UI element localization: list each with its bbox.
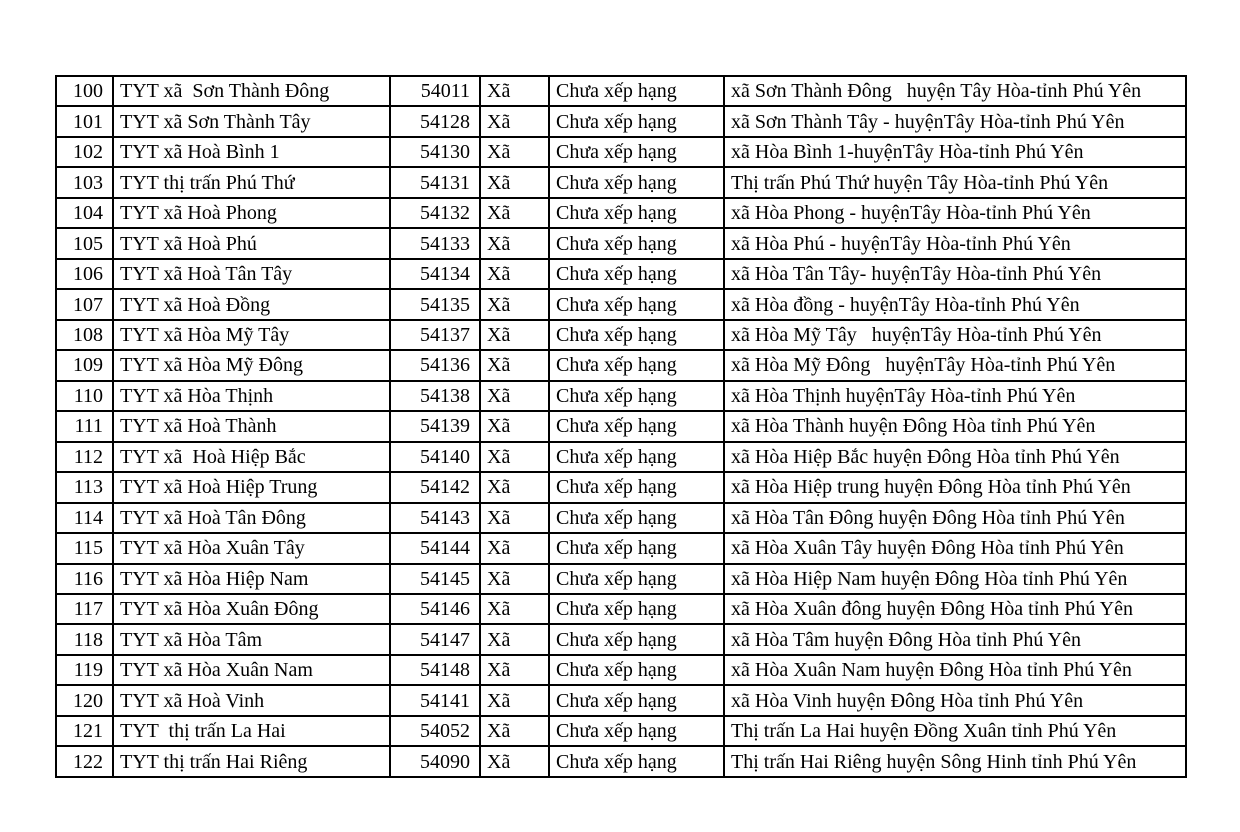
cell-rank: Chưa xếp hạng xyxy=(549,228,724,258)
cell-type: Xã xyxy=(480,624,549,654)
cell-name: TYT xã Hoà Vinh xyxy=(113,685,390,715)
cell-address: xã Hòa Tâm huyện Đông Hòa tỉnh Phú Yên xyxy=(724,624,1186,654)
table-row xyxy=(56,503,1186,533)
cell-rank: Chưa xếp hạng xyxy=(549,381,724,411)
cell-stt: 108 xyxy=(56,320,113,350)
cell-code: 54144 xyxy=(390,533,480,563)
cell-type: Xã xyxy=(480,228,549,258)
cell-code: 54146 xyxy=(390,594,480,624)
cell-stt: 122 xyxy=(56,746,113,777)
cell-stt: 118 xyxy=(56,624,113,654)
cell-rank: Chưa xếp hạng xyxy=(549,259,724,289)
cell-address: xã Hòa Xuân đông huyện Đông Hòa tỉnh Phú Yên xyxy=(724,594,1186,624)
cell-type: Xã xyxy=(480,76,549,106)
table-row xyxy=(56,655,1186,685)
cell-stt: 117 xyxy=(56,594,113,624)
cell-type: Xã xyxy=(480,746,549,777)
cell-address: xã Hòa Thịnh huyệnTây Hòa-tỉnh Phú Yên xyxy=(724,381,1186,411)
cell-name: TYT xã Hoà Thành xyxy=(113,411,390,441)
cell-rank: Chưa xếp hạng xyxy=(549,472,724,502)
cell-address: Thị trấn La Hai huyện Đồng Xuân tỉnh Phú Yên xyxy=(724,716,1186,746)
cell-code: 54148 xyxy=(390,655,480,685)
cell-code: 54131 xyxy=(390,167,480,197)
cell-name: TYT xã Hoà Hiệp Bắc xyxy=(113,442,390,472)
cell-name: TYT thị trấn Phú Thứ xyxy=(113,167,390,197)
table-row xyxy=(56,624,1186,654)
cell-code: 54136 xyxy=(390,350,480,380)
cell-code: 54138 xyxy=(390,381,480,411)
cell-name: TYT xã Hòa Tâm xyxy=(113,624,390,654)
cell-stt: 112 xyxy=(56,442,113,472)
cell-type: Xã xyxy=(480,381,549,411)
cell-type: Xã xyxy=(480,320,549,350)
cell-name: TYT xã Hòa Xuân Nam xyxy=(113,655,390,685)
cell-stt: 107 xyxy=(56,289,113,319)
cell-type: Xã xyxy=(480,442,549,472)
cell-address: xã Hòa Xuân Nam huyện Đông Hòa tỉnh Phú Yên xyxy=(724,655,1186,685)
cell-rank: Chưa xếp hạng xyxy=(549,289,724,319)
cell-type: Xã xyxy=(480,533,549,563)
cell-stt: 113 xyxy=(56,472,113,502)
cell-rank: Chưa xếp hạng xyxy=(549,442,724,472)
cell-rank: Chưa xếp hạng xyxy=(549,594,724,624)
cell-type: Xã xyxy=(480,594,549,624)
table-row xyxy=(56,167,1186,197)
cell-stt: 119 xyxy=(56,655,113,685)
cell-name: TYT xã Hoà Bình 1 xyxy=(113,137,390,167)
cell-address: xã Hòa Hiệp trung huyện Đông Hòa tỉnh Phú Yên xyxy=(724,472,1186,502)
cell-rank: Chưa xếp hạng xyxy=(549,320,724,350)
cell-address: xã Hòa đồng - huyệnTây Hòa-tỉnh Phú Yên xyxy=(724,289,1186,319)
cell-name: TYT xã Hòa Mỹ Tây xyxy=(113,320,390,350)
table-row xyxy=(56,320,1186,350)
table-row xyxy=(56,716,1186,746)
cell-address: Thị trấn Hai Riêng huyện Sông Hinh tỉnh Phú Yên xyxy=(724,746,1186,777)
cell-code: 54134 xyxy=(390,259,480,289)
cell-type: Xã xyxy=(480,137,549,167)
table-row xyxy=(56,442,1186,472)
table-row xyxy=(56,564,1186,594)
cell-code: 54132 xyxy=(390,198,480,228)
cell-stt: 110 xyxy=(56,381,113,411)
cell-address: xã Hòa Hiệp Nam huyện Đông Hòa tỉnh Phú Yên xyxy=(724,564,1186,594)
cell-name: TYT xã Hoà Tân Đông xyxy=(113,503,390,533)
cell-stt: 105 xyxy=(56,228,113,258)
table-row xyxy=(56,533,1186,563)
cell-stt: 111 xyxy=(56,411,113,441)
table-row xyxy=(56,259,1186,289)
cell-name: TYT xã Hòa Mỹ Đông xyxy=(113,350,390,380)
cell-stt: 104 xyxy=(56,198,113,228)
cell-code: 54130 xyxy=(390,137,480,167)
cell-type: Xã xyxy=(480,655,549,685)
cell-type: Xã xyxy=(480,259,549,289)
cell-code: 54128 xyxy=(390,106,480,136)
cell-type: Xã xyxy=(480,167,549,197)
cell-stt: 102 xyxy=(56,137,113,167)
cell-rank: Chưa xếp hạng xyxy=(549,655,724,685)
cell-address: xã Hòa Hiệp Bắc huyện Đông Hòa tỉnh Phú Yên xyxy=(724,442,1186,472)
table-row xyxy=(56,381,1186,411)
cell-address: xã Hòa Xuân Tây huyện Đông Hòa tỉnh Phú Yên xyxy=(724,533,1186,563)
cell-name: TYT xã Hoà Đồng xyxy=(113,289,390,319)
cell-code: 54135 xyxy=(390,289,480,319)
table-row xyxy=(56,198,1186,228)
cell-name: TYT xã Hoà Hiệp Trung xyxy=(113,472,390,502)
cell-address: xã Hòa Tân Tây- huyệnTây Hòa-tỉnh Phú Yên xyxy=(724,259,1186,289)
table-row xyxy=(56,411,1186,441)
table-row xyxy=(56,106,1186,136)
cell-stt: 101 xyxy=(56,106,113,136)
cell-name: TYT xã Hòa Thịnh xyxy=(113,381,390,411)
cell-address: xã Sơn Thành Tây - huyệnTây Hòa-tỉnh Phú Yên xyxy=(724,106,1186,136)
cell-type: Xã xyxy=(480,685,549,715)
cell-stt: 120 xyxy=(56,685,113,715)
cell-rank: Chưa xếp hạng xyxy=(549,624,724,654)
cell-name: TYT xã Sơn Thành Tây xyxy=(113,106,390,136)
table-row xyxy=(56,685,1186,715)
cell-code: 54133 xyxy=(390,228,480,258)
cell-type: Xã xyxy=(480,198,549,228)
table-row xyxy=(56,289,1186,319)
table-row xyxy=(56,228,1186,258)
cell-code: 54142 xyxy=(390,472,480,502)
cell-name: TYT xã Sơn Thành Đông xyxy=(113,76,390,106)
cell-address: xã Hòa Phong - huyệnTây Hòa-tỉnh Phú Yên xyxy=(724,198,1186,228)
cell-address: xã Sơn Thành Đông huyện Tây Hòa-tỉnh Phú Yên xyxy=(724,76,1186,106)
cell-rank: Chưa xếp hạng xyxy=(549,167,724,197)
cell-name: TYT xã Hòa Xuân Tây xyxy=(113,533,390,563)
cell-type: Xã xyxy=(480,411,549,441)
cell-code: 54052 xyxy=(390,716,480,746)
cell-rank: Chưa xếp hạng xyxy=(549,137,724,167)
cell-type: Xã xyxy=(480,716,549,746)
cell-name: TYT xã Hoà Phú xyxy=(113,228,390,258)
cell-rank: Chưa xếp hạng xyxy=(549,533,724,563)
cell-code: 54139 xyxy=(390,411,480,441)
cell-name: TYT thị trấn La Hai xyxy=(113,716,390,746)
cell-stt: 121 xyxy=(56,716,113,746)
table-row xyxy=(56,746,1186,777)
cell-code: 54141 xyxy=(390,685,480,715)
cell-stt: 100 xyxy=(56,76,113,106)
cell-address: Thị trấn Phú Thứ huyện Tây Hòa-tỉnh Phú Yên xyxy=(724,167,1186,197)
cell-name: TYT xã Hoà Phong xyxy=(113,198,390,228)
cell-rank: Chưa xếp hạng xyxy=(549,76,724,106)
cell-address: xã Hòa Mỹ Đông huyệnTây Hòa-tỉnh Phú Yên xyxy=(724,350,1186,380)
cell-code: 54137 xyxy=(390,320,480,350)
cell-name: TYT xã Hoà Tân Tây xyxy=(113,259,390,289)
cell-address: xã Hòa Thành huyện Đông Hòa tỉnh Phú Yên xyxy=(724,411,1186,441)
cell-rank: Chưa xếp hạng xyxy=(549,198,724,228)
cell-rank: Chưa xếp hạng xyxy=(549,746,724,777)
cell-address: xã Hòa Mỹ Tây huyệnTây Hòa-tỉnh Phú Yên xyxy=(724,320,1186,350)
cell-rank: Chưa xếp hạng xyxy=(549,564,724,594)
cell-rank: Chưa xếp hạng xyxy=(549,716,724,746)
cell-stt: 115 xyxy=(56,533,113,563)
cell-stt: 114 xyxy=(56,503,113,533)
table-row xyxy=(56,137,1186,167)
cell-address: xã Hòa Bình 1-huyệnTây Hòa-tỉnh Phú Yên xyxy=(724,137,1186,167)
cell-address: xã Hòa Phú - huyệnTây Hòa-tỉnh Phú Yên xyxy=(724,228,1186,258)
cell-address: xã Hòa Vinh huyện Đông Hòa tỉnh Phú Yên xyxy=(724,685,1186,715)
cell-type: Xã xyxy=(480,289,549,319)
cell-type: Xã xyxy=(480,472,549,502)
cell-name: TYT thị trấn Hai Riêng xyxy=(113,746,390,777)
cell-rank: Chưa xếp hạng xyxy=(549,350,724,380)
cell-code: 54011 xyxy=(390,76,480,106)
cell-code: 54140 xyxy=(390,442,480,472)
cell-type: Xã xyxy=(480,503,549,533)
cell-type: Xã xyxy=(480,350,549,380)
cell-stt: 103 xyxy=(56,167,113,197)
cell-code: 54090 xyxy=(390,746,480,777)
table-row xyxy=(56,76,1186,106)
cell-rank: Chưa xếp hạng xyxy=(549,106,724,136)
table-row xyxy=(56,472,1186,502)
cell-code: 54143 xyxy=(390,503,480,533)
cell-code: 54147 xyxy=(390,624,480,654)
cell-stt: 109 xyxy=(56,350,113,380)
cell-address: xã Hòa Tân Đông huyện Đông Hòa tỉnh Phú Yên xyxy=(724,503,1186,533)
health-stations-table xyxy=(55,75,1187,778)
cell-name: TYT xã Hòa Xuân Đông xyxy=(113,594,390,624)
cell-code: 54145 xyxy=(390,564,480,594)
table-body xyxy=(56,76,1186,777)
table-row xyxy=(56,350,1186,380)
cell-rank: Chưa xếp hạng xyxy=(549,685,724,715)
cell-name: TYT xã Hòa Hiệp Nam xyxy=(113,564,390,594)
cell-stt: 116 xyxy=(56,564,113,594)
cell-type: Xã xyxy=(480,564,549,594)
cell-rank: Chưa xếp hạng xyxy=(549,411,724,441)
cell-type: Xã xyxy=(480,106,549,136)
cell-rank: Chưa xếp hạng xyxy=(549,503,724,533)
cell-stt: 106 xyxy=(56,259,113,289)
table-row xyxy=(56,594,1186,624)
